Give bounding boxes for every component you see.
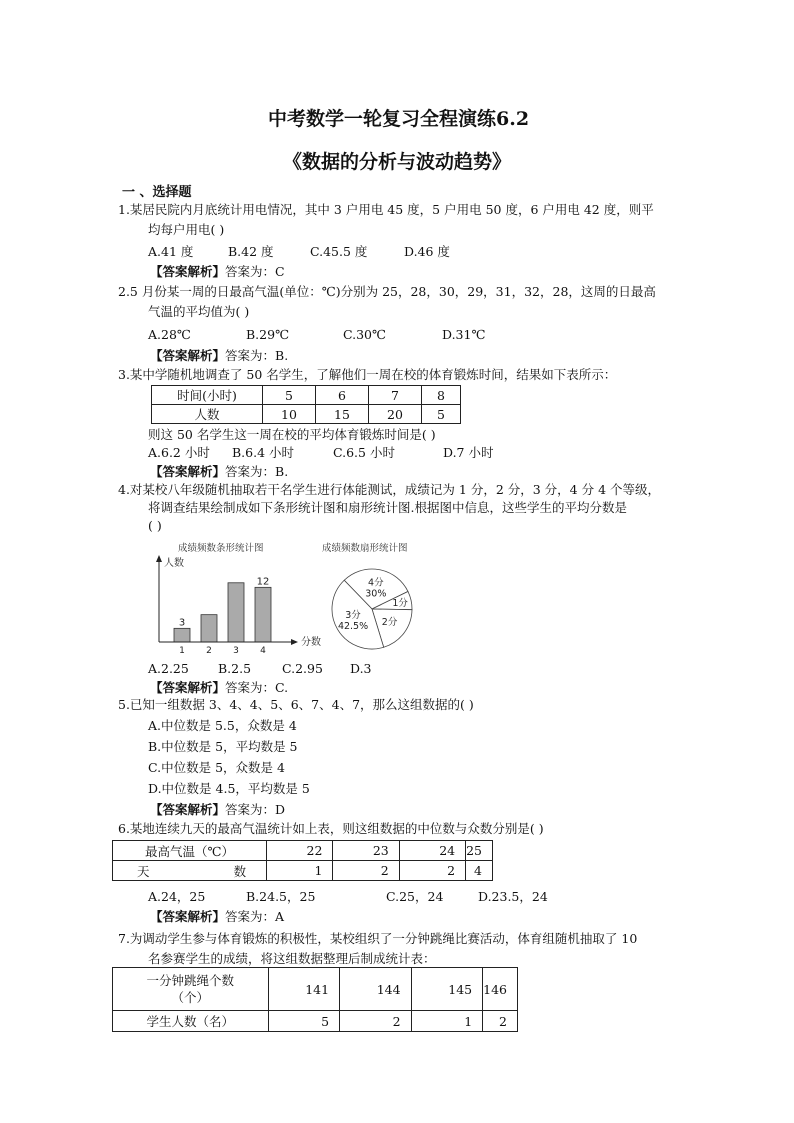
answer-tag: 【答案解析】 xyxy=(150,348,226,363)
pie-label: 1分 xyxy=(392,597,408,609)
pie-chart-title: 成绩频数扇形统计图 xyxy=(322,543,408,554)
q4-text-line2: 将调查结果绘制成如下条形统计图和扇形统计图.根据图中信息，这些学生的平均分数是 xyxy=(148,500,627,515)
bar-data-label: 12 xyxy=(256,576,270,588)
q7-table-cell: 1 xyxy=(411,1011,483,1032)
q2-option-b: B.29℃ xyxy=(246,327,290,342)
q2-option-a: A.28℃ xyxy=(148,327,191,342)
q3-table-cell: 6 xyxy=(316,386,369,405)
q6-table-cell: 24 xyxy=(399,841,465,861)
q3-table-cell: 5 xyxy=(422,405,461,424)
bar-chart-xlabel: 分数 xyxy=(301,637,321,648)
q1-option-d: D.46 度 xyxy=(404,244,450,259)
x-tick-label: 4 xyxy=(260,646,266,656)
q6-table-cell: 1 xyxy=(267,861,333,881)
q2-option-c: C.30℃ xyxy=(343,327,386,342)
q6-table-cell: 25 xyxy=(466,841,493,861)
q6-table-header: 最高气温（℃） xyxy=(113,841,267,861)
q4-option-c: C.2.95 xyxy=(282,661,323,676)
q7-table-cell: 2 xyxy=(483,1011,518,1032)
q3-table-cell: 15 xyxy=(316,405,369,424)
q7-table-cell: 146 xyxy=(483,968,518,1011)
q3-table-cell: 10 xyxy=(263,405,316,424)
bar-2 xyxy=(201,615,217,642)
answer-tag: 【答案解析】 xyxy=(150,464,226,479)
bar-chart-ylabel: 人数 xyxy=(164,558,184,569)
bar-chart xyxy=(148,538,321,658)
q7-table-cell: 5 xyxy=(268,1011,340,1032)
page-subtitle: 《数据的分析与波动趋势》 xyxy=(283,151,512,173)
q6-answer xyxy=(150,907,284,925)
q7-table-header: 学生人数（名） xyxy=(113,1011,269,1032)
answer-tag: 【答案解析】 xyxy=(150,680,226,695)
q6-table-header xyxy=(113,861,267,881)
q3-table-cell: 5 xyxy=(263,386,316,405)
bar-layer xyxy=(174,576,271,656)
q6-option-a: A.24，25 xyxy=(148,889,206,904)
q1-answer xyxy=(150,262,285,280)
q3-option-a: A.6.2 小时 xyxy=(148,445,210,460)
q3-table xyxy=(151,385,461,424)
q1-option-b: B.42 度 xyxy=(228,244,274,259)
q6-table-cell: 2 xyxy=(399,861,465,881)
q7-table xyxy=(112,967,518,1032)
q3-option-c: C.6.5 小时 xyxy=(333,445,395,460)
y-axis-arrow xyxy=(156,555,162,562)
q7-table-cell: 144 xyxy=(340,968,412,1011)
q6-option-b: B.24.5，25 xyxy=(246,889,316,904)
page-title: 中考数学一轮复习全程演练6.2 xyxy=(268,108,530,130)
q5-option-d: D.中位数是 4.5，平均数是 5 xyxy=(148,781,310,796)
q7-header-line1: 一分钟跳绳个数 xyxy=(146,973,235,988)
bar-chart-title: 成绩频数条形统计图 xyxy=(178,543,264,554)
q6-label-right: 数 xyxy=(233,863,247,879)
pie-chart xyxy=(322,538,432,658)
x-tick-label: 3 xyxy=(233,646,239,656)
q6-table-cell: 4 xyxy=(466,861,493,881)
q6-table-cell: 23 xyxy=(333,841,399,861)
q4-text-line3: ( ) xyxy=(148,518,162,533)
q4-option-d: D.3 xyxy=(350,661,372,676)
q3-option-b: B.6.4 小时 xyxy=(232,445,295,460)
q4-answer xyxy=(150,678,288,696)
q4-text-line1: 4.对某校八年级随机抽取若干名学生进行体能测试，成绩记为 1 分，2 分，3 分，4 分 4 个等级， xyxy=(118,482,661,497)
q7-text-line2: 名参赛学生的成绩，将这组数据整理后制成统计表： xyxy=(148,951,436,966)
q2-option-d: D.31℃ xyxy=(442,327,486,342)
q5-option-c: C.中位数是 5，众数是 4 xyxy=(148,760,285,775)
x-tick-label: 1 xyxy=(179,646,185,656)
x-tick-label: 2 xyxy=(206,646,212,656)
q1-answer-text: 答案为：C xyxy=(225,264,285,279)
bar-4 xyxy=(255,587,271,642)
q1-text-line1: 1.某居民院内月底统计用电情况，其中 3 户用电 45 度，5 户用电 50 度，6 户用电 42 度，则平 xyxy=(118,202,654,217)
q3-answer xyxy=(150,462,288,480)
q7-table-header xyxy=(113,968,269,1011)
pie-label: 3分 xyxy=(345,610,361,622)
q6-option-c: C.25，24 xyxy=(386,889,444,904)
q2-text-line2: 气温的平均值为( ) xyxy=(148,304,250,319)
q4-option-b: B.2.5 xyxy=(218,661,252,676)
q6-answer-text: 答案为：A xyxy=(225,909,285,924)
q6-option-d: D.23.5，24 xyxy=(478,889,548,904)
answer-tag: 【答案解析】 xyxy=(150,909,226,924)
q1-option-c: C.45.5 度 xyxy=(310,244,368,259)
q5-answer xyxy=(150,800,285,818)
q7-text-line1: 7.为调动学生参与体育锻炼的积极性，某校组织了一分钟跳绳比赛活动，体育组随机抽取了 10 xyxy=(118,931,638,946)
q2-answer xyxy=(150,346,288,364)
q7-table-cell: 2 xyxy=(340,1011,412,1032)
answer-tag: 【答案解析】 xyxy=(150,802,226,817)
q1-option-a: A.41 度 xyxy=(148,244,194,259)
pie-label: 4分 xyxy=(368,577,384,589)
q4-option-a: A.2.25 xyxy=(148,661,189,676)
q7-table-cell: 145 xyxy=(411,968,483,1011)
q1-text-line2: 均每户用电( ) xyxy=(148,222,225,237)
q3-table-cell: 20 xyxy=(369,405,422,424)
q3-option-d: D.7 小时 xyxy=(443,445,494,460)
q3-table-cell: 8 xyxy=(422,386,461,405)
bar-1 xyxy=(174,628,190,642)
q5-text-line1: 5.已知一组数据 3、4、4、5、6、7、4、7，那么这组数据的( ) xyxy=(118,697,474,712)
q3-answer-text: 答案为：B. xyxy=(225,464,289,479)
pie-percent-label: 30% xyxy=(365,588,387,600)
q4-answer-text: 答案为：C. xyxy=(225,680,289,695)
bar-data-label: 3 xyxy=(178,617,186,629)
q3-table-header: 人数 xyxy=(152,405,263,424)
section-heading: 一 、选择题 xyxy=(122,185,192,200)
q2-text-line1: 2.5 月份某一周的日最高气温(单位：℃)分别为 25，28，30，29，31，32，28，这周的日最高 xyxy=(118,284,656,299)
answer-tag: 【答案解析】 xyxy=(150,264,226,279)
q2-answer-text: 答案为：B. xyxy=(225,348,289,363)
q3-table-header: 时间(小时) xyxy=(152,386,263,405)
q6-table xyxy=(112,840,493,881)
q3-text-line2: 则这 50 名学生这一周在校的平均体育锻炼时间是( ) xyxy=(148,427,436,442)
q6-text-line1: 6.某地连续九天的最高气温统计如上表，则这组数据的中位数与众数分别是( ) xyxy=(118,821,544,836)
q6-label-left: 天 xyxy=(137,863,150,879)
q5-answer-text: 答案为：D xyxy=(225,802,286,817)
pie-label: 2分 xyxy=(381,617,398,629)
q7-table-cell: 141 xyxy=(268,968,340,1011)
q6-table-cell: 22 xyxy=(267,841,333,861)
pie-layer xyxy=(332,569,412,649)
q5-option-b: B.中位数是 5，平均数是 5 xyxy=(148,739,298,754)
q6-table-cell: 2 xyxy=(333,861,399,881)
q3-table-cell: 7 xyxy=(369,386,422,405)
pie-percent-label: 42.5% xyxy=(337,621,369,633)
q7-header-line2: （个） xyxy=(171,990,210,1005)
x-axis-arrow xyxy=(291,639,298,645)
bar-3 xyxy=(228,583,244,642)
q3-text-line1: 3.某中学随机地调查了 50 名学生，了解他们一周在校的体育锻炼时间，结果如下表所示： xyxy=(118,367,617,382)
q5-option-a: A.中位数是 5.5，众数是 4 xyxy=(148,718,297,733)
